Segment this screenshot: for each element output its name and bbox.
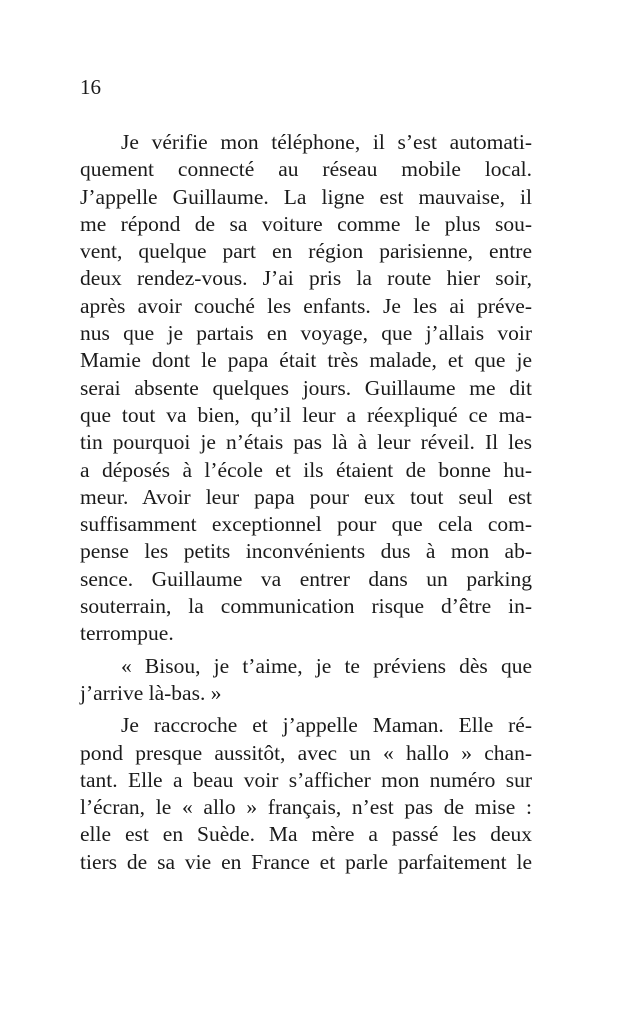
paragraph-guillaume-call xyxy=(80,129,532,648)
text-line: tin pourquoi je n’étais pas là à leur réveil. Il les xyxy=(80,430,532,455)
text-line: j’arrive là-bas. » xyxy=(80,680,222,705)
text-line: suffisamment exceptionnel pour que cela com- xyxy=(80,512,532,537)
text-line: tant. Elle a beau voir s’afficher mon numéro sur xyxy=(80,767,532,792)
text-line: Je raccroche et j’appelle Maman. Elle ré- xyxy=(121,713,532,738)
text-line: souterrain, la communication risque d’être in- xyxy=(80,594,532,619)
text-line: sence. Guillaume va entrer dans un parking xyxy=(80,566,532,591)
text-line: elle est en Suède. Ma mère a passé les deux xyxy=(80,822,532,847)
text-line: Je vérifie mon téléphone, il s’est automati- xyxy=(121,130,532,154)
text-line: après avoir couché les enfants. Je les ai préve- xyxy=(80,293,532,318)
text-line: meur. Avoir leur papa pour eux tout seul est xyxy=(80,484,532,509)
text-line: que tout va bien, qu’il leur a réexpliqué ce ma- xyxy=(80,402,532,427)
text-line: pense les petits inconvénients dus à mon ab- xyxy=(80,539,532,564)
text-line: terrompue. xyxy=(80,621,174,646)
paragraph-bisou-dialogue xyxy=(80,653,532,708)
text-line: J’appelle Guillaume. La ligne est mauvaise, il xyxy=(80,184,532,209)
text-line: deux rendez-vous. J’ai pris la route hier soir, xyxy=(80,266,532,291)
text-line: Mamie dont le papa était très malade, et que je xyxy=(80,348,532,373)
text-line: a déposés à l’école et ils étaient de bonne hu- xyxy=(80,457,532,482)
text-line: serai absente quelques jours. Guillaume me dit xyxy=(80,375,532,400)
text-line: nus que je partais en voyage, que j’allais voir xyxy=(80,321,532,346)
text-line: « Bisou, je t’aime, je te préviens dès que xyxy=(121,653,532,678)
paragraph-maman-call xyxy=(80,712,532,876)
page-number: 16 xyxy=(80,75,101,99)
text-line: tiers de sa vie en France et parle parfaitement le xyxy=(80,849,532,874)
text-line: pond presque aussitôt, avec un « hallo » chan- xyxy=(80,740,532,765)
text-line: me répond de sa voiture comme le plus sou- xyxy=(80,211,532,236)
text-line: quement connecté au réseau mobile local. xyxy=(80,157,532,182)
text-line: l’écran, le « allo » français, n’est pas de mise : xyxy=(80,795,532,820)
body-text xyxy=(80,129,532,876)
text-line: vent, quelque part en région parisienne, entre xyxy=(80,239,532,264)
